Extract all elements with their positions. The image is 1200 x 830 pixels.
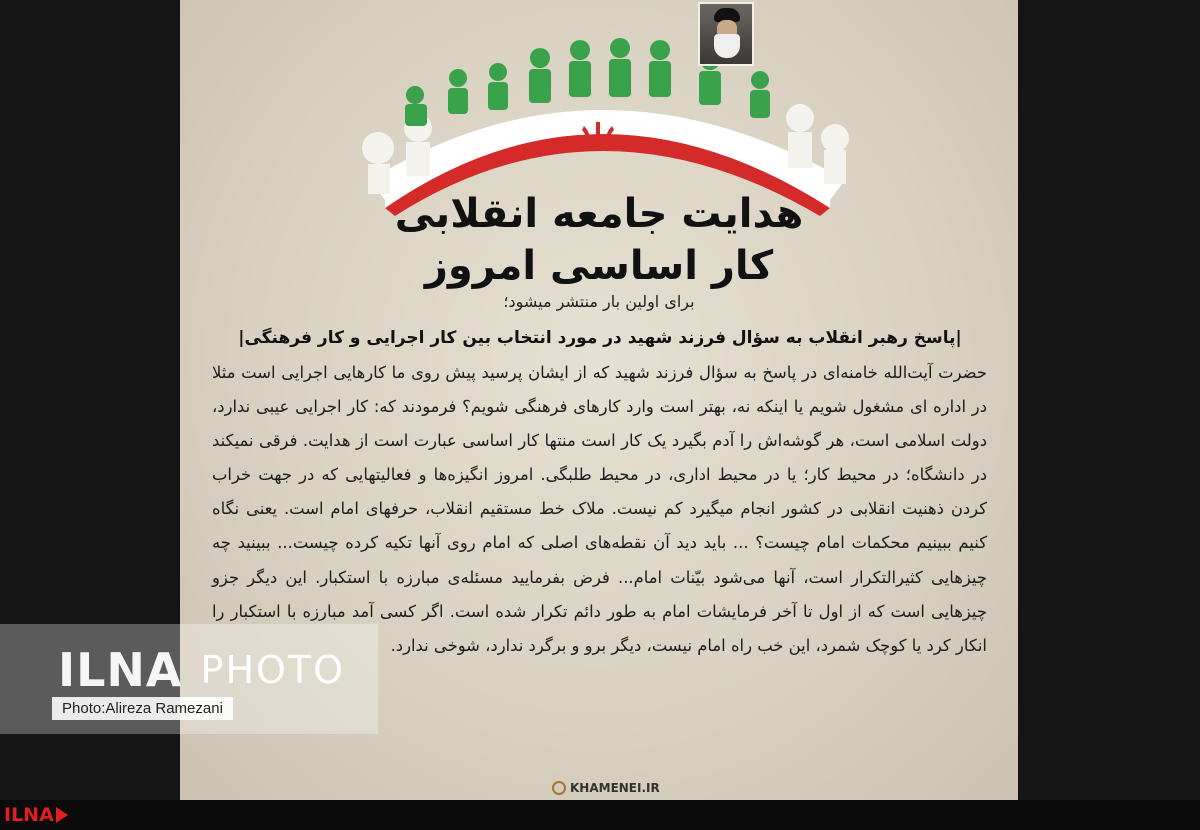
ilna-logo-text: ILNA — [4, 804, 54, 826]
title-line-1: هدایت جامعه انقلابی — [394, 191, 804, 237]
play-arrow-icon — [56, 807, 68, 823]
portrait-photo — [698, 2, 754, 66]
watermark-logo — [58, 643, 368, 697]
source-logo — [552, 779, 660, 797]
bottom-bar — [0, 800, 1200, 830]
poster-title — [180, 188, 1018, 292]
title-line-2: کار اساسی امروز — [424, 243, 774, 289]
watermark-brand: ILNA — [58, 643, 183, 697]
right-dark-margin — [1018, 0, 1200, 800]
photo-credit: Photo:Alireza Ramezani — [52, 697, 233, 720]
watermark-photo-label: PHOTO — [200, 648, 346, 692]
source-label: KHAMENEI.IR — [570, 781, 660, 795]
lead-text: |پاسخ رهبر انقلاب به سؤال فرزند شهید در مورد انتخاب بین کار اجرایی و کار فرهنگی| — [238, 328, 962, 348]
subtitle: برای اولین بار منتشر میشود؛ — [503, 292, 695, 311]
body-text: حضرت آیت‌الله خامنه‌ای در پاسخ به سؤال فرزند شهید که از ایشان پرسید پیش روی ما کارهایی اجرایی است مثلا در اداره ای مشغول شویم یا اینکه نه، بهتر است وارد کارهای فرهنگی شویم؟ فرمودند که: کار اجرایی عیبی ندارد، دولت اسلامی است، هر گوشه‌اش را آدم بگیرد یک کار است منتها کار اساسی عبارت است از هدایت. فرقی نمیکند در دانشگاه؛ در محیط کار؛ یا در محیط اداری، در محیط طلبگی. امروز انگیزه‌ها و فعالیتهایی که در جهت خراب کردن ذهنیت انقلابی در کشور انجام میگیرد کم نیست. ملاک خط مستقیم انقلاب، حرفهای امام است. یعنی نگاه کنیم ببینیم محکمات امام چیست؟ ... باید دید آن نقطه‌های اصلی که امام روی آنها تکیه کرده چیست... ببینید چه چیزهایی کثیرالتکرار است، آنها می‌شود بیّنات امام... فرض بفرمایید مسئله‌ی مبارزه با استکبار. این دیگر جزو چیزهایی است که از اول تا آخر فرمایشات امام به طور دائم تکرار شده است. اگر کسی آمد مبارزه با استکبار را انکار کرد یا کوچک شمرد، این خب راه امام نیست، دیگر برو و برگرد ندارد، شوخی ندارد. — [212, 363, 987, 655]
seal-icon — [552, 781, 566, 795]
ilna-logo[interactable] — [4, 803, 68, 827]
